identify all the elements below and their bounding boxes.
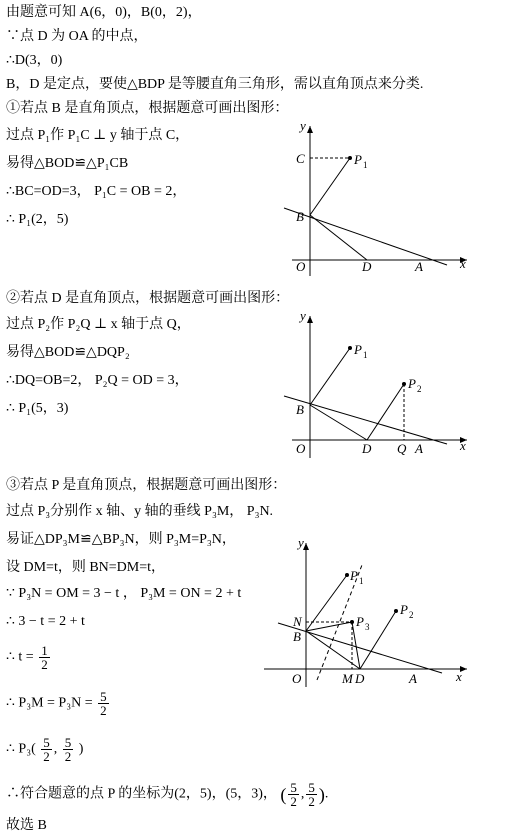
origin-label: O: [292, 671, 302, 686]
fraction: $\frac{5}{2}$: [290, 780, 297, 809]
text-line: 过点 P₂作 P₂Q ⊥ x 轴于点 Q，: [6, 317, 191, 332]
svg-text:1: 1: [359, 576, 364, 586]
text-line: 易证△DP₃M≌△BP₃N，则 P₃M=P₃N，: [6, 532, 236, 547]
fraction: $\frac{5}{2}$: [100, 689, 107, 718]
point-p1-label: P: [354, 342, 362, 357]
svg-text:1: 1: [363, 160, 368, 170]
fraction: $\frac{1}{2}$: [41, 643, 48, 672]
text-line: 由题意可知 A(6，0)，B(0，2)，: [6, 5, 202, 20]
point-b-label: B: [293, 629, 301, 644]
text-line: ∴ P₁(2，5): [6, 212, 69, 227]
text-line: 设 DM=t，则 BN=DM=t，: [6, 560, 166, 575]
text-line: 易得△BOD≌△P₁CB: [6, 156, 129, 171]
t-prefix: ∴ t =: [6, 649, 34, 665]
point-c-label: C: [296, 151, 305, 166]
x-axis-label: x: [460, 256, 466, 271]
text-line: ∴BC=OD=3， P₁C = OB = 2，: [6, 184, 187, 199]
point-p2-label: P: [408, 376, 416, 391]
y-axis-label: y: [298, 535, 304, 550]
text-line: ∴ 3 − t = 2 + t: [6, 614, 85, 629]
point-p1-label: P: [354, 152, 362, 167]
text-line: ∵点 D 为 OA 的中点，: [6, 29, 148, 44]
text-line: ∴D(3，0): [6, 53, 63, 68]
text-line: 故选 B: [6, 818, 47, 833]
point-a-label: A: [415, 259, 423, 274]
point-b-label: B: [296, 209, 304, 224]
text-line: ∴DQ=OB=2， P₂Q = OD = 3，: [6, 373, 189, 388]
text-line: ∵ P₃N = OM = 3 − t ， P₃M = ON = 2 + t: [6, 586, 242, 601]
x-axis-label: x: [456, 669, 462, 684]
origin-label: O: [296, 259, 306, 274]
point-m-label: M: [342, 671, 353, 686]
point-n-label: N: [293, 614, 302, 629]
p3m-prefix: ∴ P₃M = P₃N =: [6, 695, 93, 711]
point-a-label: A: [415, 441, 423, 456]
point-b-label: B: [296, 402, 304, 417]
point-a-label: A: [409, 671, 417, 686]
y-axis-label: y: [300, 118, 306, 133]
point-p2-label: P: [400, 602, 408, 617]
figure-3: [262, 535, 472, 695]
text-line: [6, 644, 52, 671]
figure-1: [262, 118, 472, 278]
p3-prefix: ∴ P₃(: [6, 741, 36, 757]
text-line: 易得△BOD≌△DQP₂: [6, 345, 130, 360]
svg-text:3: 3: [365, 622, 370, 632]
svg-text:2: 2: [417, 384, 422, 394]
text-line: ∴ P₃( $\frac{5}{2}$ , $\frac{5}{2}$ ): [6, 735, 84, 764]
text-line: ∴符合题意的点 P 的坐标为(2，5)，(5，3)， ( $\frac{5}{2}$ , $\frac{5}{2}$ ).: [6, 780, 329, 809]
point-p1-label: P: [350, 568, 358, 583]
text-line: ∴ P₁(5，3): [6, 401, 69, 416]
fraction: $\frac{5}{2}$: [64, 735, 72, 764]
point-q-label: Q: [397, 441, 407, 456]
figure-2: [262, 308, 472, 468]
text-line: ①若点 B 是直角顶点，根据题意可画出图形：: [6, 101, 289, 116]
svg-text:2: 2: [409, 610, 414, 620]
point-d-label: D: [355, 671, 365, 686]
text-line: 过点 P₃分别作 x 轴、y 轴的垂线 P₃M， P₃N.: [6, 504, 274, 519]
text-line: [6, 690, 111, 717]
svg-text:1: 1: [363, 350, 368, 360]
text-line: B，D 是定点，要使△BDP 是等腰直角三角形，需以直角顶点来分类.: [6, 77, 424, 92]
point-d-label: D: [362, 259, 372, 274]
fraction: $\frac{5}{2}$: [43, 735, 50, 764]
x-axis-label: x: [460, 438, 466, 453]
text-line: 过点 P₁作 P₁C ⊥ y 轴于点 C，: [6, 128, 190, 143]
answer-prefix: ∴符合题意的点 P 的坐标为(2，5)，(5，3)，: [6, 786, 277, 802]
text-line: ②若点 D 是直角顶点，根据题意可画出图形：: [6, 291, 290, 306]
origin-label: O: [296, 441, 306, 456]
point-d-label: D: [362, 441, 372, 456]
text-line: ③若点 P 是直角顶点，根据题意可画出图形：: [6, 478, 287, 493]
fraction: $\frac{5}{2}$: [308, 780, 315, 809]
y-axis-label: y: [300, 308, 306, 323]
point-p3-label: P: [356, 614, 364, 629]
